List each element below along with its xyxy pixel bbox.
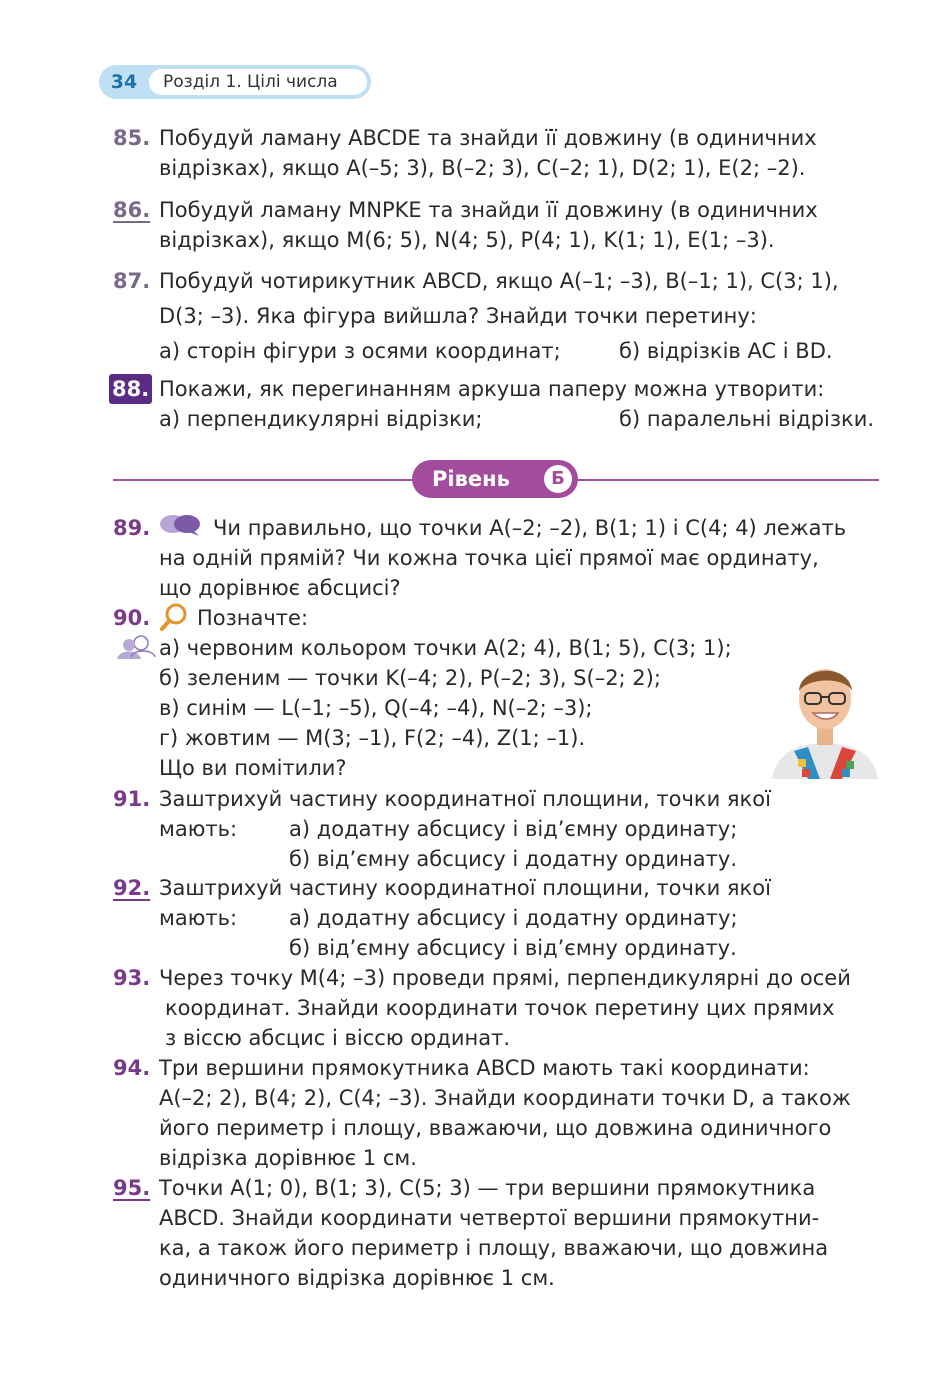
- task-line: A(–2; 2), B(4; 2), C(4; –3). Знайди координати точки D, а також: [159, 1086, 851, 1110]
- task-option-b: б) відрізків AC і BD.: [619, 339, 833, 363]
- task-number: 88.: [109, 374, 152, 404]
- task-number: 93.: [113, 966, 151, 990]
- task-line: Що ви помітили?: [159, 756, 347, 780]
- page-header: [99, 65, 371, 99]
- task-line: D(3; –3). Яка фігура вийшла? Знайди точки перетину:: [159, 304, 757, 328]
- task-number: 87.: [113, 269, 151, 293]
- task-line: координат. Знайди координати точок перетину цих прямих: [165, 996, 835, 1020]
- task-option-a: а) додатну абсцису і додатну ординату;: [289, 906, 738, 930]
- task-number: 94.: [113, 1056, 151, 1080]
- task-lead: мають:: [159, 817, 238, 841]
- task-line: а) червоним кольором точки A(2; 4), B(1; 5), C(3; 1);: [159, 636, 732, 660]
- task-line: що дорівнює абсцисі?: [159, 576, 401, 600]
- task-line: Чи правильно, що точки A(–2; –2), B(1; 1) і C(4; 4) лежать: [213, 516, 847, 540]
- task-line: Точки A(1; 0), B(1; 3), C(5; 3) — три вершини прямокутника: [159, 1176, 816, 1200]
- task-line: відрізках), якщо M(6; 5), N(4; 5), P(4; 1), K(1; 1), E(1; –3).: [159, 228, 775, 252]
- task-line: б) зеленим — точки K(–4; 2), P(–2; 3), S(–2; 2);: [159, 666, 661, 690]
- level-text: Рівень: [432, 467, 510, 491]
- task-line: Три вершини прямокутника ABCD мають такі координати:: [159, 1056, 810, 1080]
- student-illustration: [768, 655, 882, 779]
- task-line: Побудуй ламану MNPKE та знайди її довжину (в одиничних: [159, 198, 818, 222]
- task-line: Позначте:: [197, 606, 309, 630]
- task-number: 90.: [113, 606, 151, 630]
- speech-bubbles-icon: [159, 513, 203, 537]
- group-work-icon: [115, 635, 157, 661]
- task-line: відрізках), якщо A(–5; 3), B(–2; 3), C(–2; 1), D(2; 1), E(2; –2).: [159, 156, 806, 180]
- task-line: відрізка дорівнює 1 см.: [159, 1146, 417, 1170]
- task-line: Заштрихуй частину координатної площини, точки якої: [159, 787, 771, 811]
- task-line: в) синім — L(–1; –5), Q(–4; –4), N(–2; –3);: [159, 696, 593, 720]
- task-number: 92.: [113, 876, 151, 900]
- task-number: 85.: [113, 126, 151, 150]
- task-option-a: а) додатну абсцису і від’ємну ординату;: [289, 817, 738, 841]
- level-badge: Б: [544, 465, 572, 493]
- task-line: ка, а також його периметр і площу, вважаючи, що довжина: [159, 1236, 829, 1260]
- task-option-a: а) сторін фігури з осями координат;: [159, 339, 561, 363]
- task-lead: мають:: [159, 906, 238, 930]
- task-line: Заштрихуй частину координатної площини, точки якої: [159, 876, 771, 900]
- task-line: ABCD. Знайди координати четвертої вершини прямокутни-: [159, 1206, 820, 1230]
- chapter-title: Розділ 1. Цілі числа: [149, 69, 367, 95]
- task-number: 95.: [113, 1176, 151, 1200]
- task-number: 89.: [113, 516, 151, 540]
- task-line: з віссю абсцис і віссю ординат.: [165, 1026, 511, 1050]
- task-line: Побудуй чотирикутник ABCD, якщо A(–1; –3), B(–1; 1), C(3; 1),: [159, 269, 839, 293]
- task-line: на одній прямій? Чи кожна точка цієї прямої має ординату,: [159, 546, 819, 570]
- level-label: [412, 460, 578, 498]
- task-line: Покажи, як перегинанням аркуша паперу можна утворити:: [159, 377, 825, 401]
- task-line: г) жовтим — M(3; –1), F(2; –4), Z(1; –1).: [159, 726, 586, 750]
- task-option-b: б) паралельні відрізки.: [619, 407, 875, 431]
- task-number: 86.: [113, 198, 151, 222]
- task-line: одиничного відрізка дорівнює 1 см.: [159, 1266, 555, 1290]
- task-line: Побудуй ламану ABCDE та знайди її довжину (в одиничних: [159, 126, 817, 150]
- task-line: Через точку M(4; –3) проведи прямі, перпендикулярні до осей: [159, 966, 851, 990]
- magnifier-icon: [159, 603, 189, 631]
- task-option-b: б) від’ємну абсцису і від’ємну ординату.: [289, 936, 737, 960]
- page-number: 34: [110, 71, 138, 93]
- task-line: його периметр і площу, вважаючи, що довжина одиничного: [159, 1116, 832, 1140]
- task-option-b: б) від’ємну абсцису і додатну ординату.: [289, 847, 737, 871]
- task-option-a: а) перпендикулярні відрізки;: [159, 407, 483, 431]
- task-number: 91.: [113, 787, 151, 811]
